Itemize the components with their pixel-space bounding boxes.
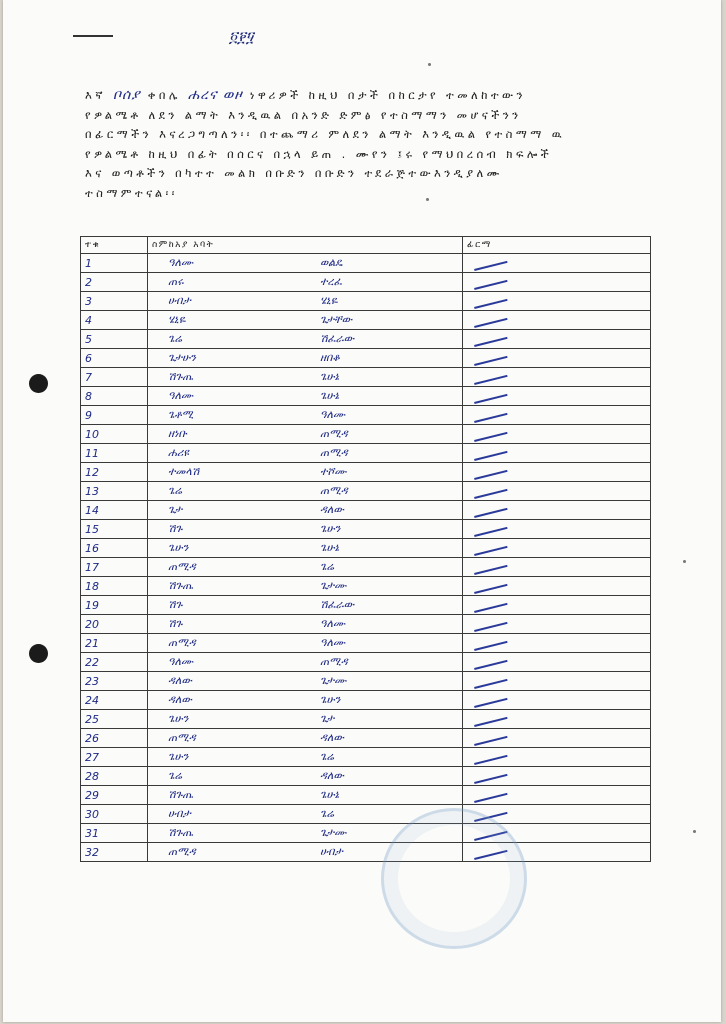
row-signature (463, 634, 651, 653)
signature-table (80, 236, 651, 862)
given-name: ጌሬ (168, 484, 182, 497)
row-number: 10 (81, 425, 148, 444)
row-signature (463, 767, 651, 786)
table-row (81, 672, 651, 691)
signature-scribble-icon (472, 691, 507, 708)
speck (428, 63, 431, 66)
row-number: 29 (81, 786, 148, 805)
row-full-name (148, 482, 463, 501)
signature-scribble-icon (472, 729, 507, 746)
row-full-name (148, 387, 463, 406)
corner-mark (73, 35, 113, 37)
row-full-name (148, 558, 463, 577)
table-row (81, 482, 651, 501)
row-full-name (148, 311, 463, 330)
row-full-name (148, 634, 463, 653)
row-number: 18 (81, 577, 148, 596)
row-signature (463, 729, 651, 748)
given-name: ሽጉ (168, 522, 183, 535)
row-number: 13 (81, 482, 148, 501)
paragraph-line-3: በፊርማችን እናረጋግጣለን፡፡ በተጨማሪ ምለደን ልማት እንዲዉል የተስማማ ዉ (85, 127, 566, 142)
father-name: ጌሬ (320, 750, 334, 763)
row-number: 3 (81, 292, 148, 311)
row-signature (463, 501, 651, 520)
consent-paragraph (85, 86, 655, 204)
punch-hole (29, 374, 48, 393)
given-name: ጠሩ (168, 275, 184, 288)
table-row (81, 520, 651, 539)
signature-scribble-icon (472, 558, 507, 575)
table-row (81, 387, 651, 406)
given-name: ጌቶሚ (168, 408, 194, 421)
row-number: 22 (81, 653, 148, 672)
row-signature (463, 368, 651, 387)
row-number: 4 (81, 311, 148, 330)
table-row (81, 292, 651, 311)
row-full-name (148, 292, 463, 311)
table-row (81, 634, 651, 653)
table-row (81, 539, 651, 558)
father-name: ጌታሙ (320, 579, 347, 592)
signature-scribble-icon (472, 463, 507, 480)
given-name: ጌሁን (168, 750, 189, 763)
signature-scribble-icon (472, 444, 507, 461)
row-signature (463, 539, 651, 558)
row-signature (463, 330, 651, 349)
row-number: 6 (81, 349, 148, 368)
row-full-name (148, 254, 463, 273)
row-signature (463, 406, 651, 425)
row-full-name (148, 672, 463, 691)
table-body (81, 254, 651, 862)
table-row (81, 710, 651, 729)
row-signature (463, 311, 651, 330)
row-number: 24 (81, 691, 148, 710)
paragraph-kebele-word: ቀበሌ (147, 88, 181, 102)
father-name: ዓለሙ (320, 408, 346, 421)
father-name: ጌሬ (320, 560, 334, 573)
row-signature (463, 254, 651, 273)
signature-scribble-icon (472, 520, 507, 537)
father-name: ዓለሙ (320, 617, 346, 630)
row-full-name (148, 767, 463, 786)
row-number: 12 (81, 463, 148, 482)
father-name: ሀብታ (320, 845, 343, 858)
signature-scribble-icon (472, 349, 507, 366)
given-name: ዓለሙ (168, 655, 194, 668)
table-row (81, 558, 651, 577)
father-name: ሄኒዬ (320, 294, 338, 307)
table-row (81, 273, 651, 292)
table-row (81, 349, 651, 368)
table-row (81, 691, 651, 710)
row-number: 28 (81, 767, 148, 786)
father-name: ጌሁኔ (320, 370, 340, 383)
signature-scribble-icon (472, 311, 507, 328)
row-full-name (148, 539, 463, 558)
row-signature (463, 292, 651, 311)
row-number: 30 (81, 805, 148, 824)
row-full-name (148, 501, 463, 520)
row-full-name (148, 349, 463, 368)
table-row (81, 824, 651, 843)
given-name: ሽጉ (168, 598, 183, 611)
header-number: ተቁ (81, 237, 148, 254)
paragraph-line-5: እና ወጣቶችን በካተተ መልክ በቡድን በቡድን ተደራጅተውእንዲያለሙ (85, 166, 503, 181)
signature-scribble-icon (472, 254, 507, 271)
row-full-name (148, 748, 463, 767)
father-name: ተረፈ (320, 275, 342, 288)
row-number: 9 (81, 406, 148, 425)
father-name: ዘበቆ (320, 351, 340, 364)
given-name: ሽጉጤ (168, 370, 194, 383)
signature-scribble-icon (472, 596, 507, 613)
row-number: 8 (81, 387, 148, 406)
given-name: ሀብታ (168, 294, 191, 307)
father-name: ጌታቸው (320, 313, 353, 326)
paragraph-prefix: እኛ (85, 88, 106, 102)
row-full-name (148, 406, 463, 425)
given-name: ጠሚዳ (168, 731, 196, 744)
father-name: ዳለው (320, 731, 344, 744)
row-number: 14 (81, 501, 148, 520)
given-name: ዓለሙ (168, 389, 194, 402)
given-name: ጌሬ (168, 769, 182, 782)
given-name: ዳለው (168, 693, 192, 706)
signature-scribble-icon (472, 577, 507, 594)
signature-scribble-icon (472, 539, 507, 556)
row-signature (463, 463, 651, 482)
row-signature (463, 273, 651, 292)
table-header-row (81, 237, 651, 254)
given-name: ሽጉ (168, 617, 183, 630)
row-full-name (148, 425, 463, 444)
table-row (81, 767, 651, 786)
row-number: 31 (81, 824, 148, 843)
table-row (81, 577, 651, 596)
row-full-name (148, 330, 463, 349)
row-full-name (148, 463, 463, 482)
given-name: ጌሁን (168, 541, 189, 554)
row-full-name (148, 273, 463, 292)
row-number: 17 (81, 558, 148, 577)
given-name: ሽጉጤ (168, 826, 194, 839)
father-name: ተሾሙ (320, 465, 347, 478)
row-full-name (148, 729, 463, 748)
father-name: ዳለው (320, 503, 344, 516)
signature-scribble-icon (472, 368, 507, 385)
father-name: ጌታሙ (320, 826, 347, 839)
row-signature (463, 786, 651, 805)
paragraph-line-1 (85, 86, 655, 106)
row-full-name (148, 615, 463, 634)
paragraph-line-4: የዎልሜቶ ከዚህ በፊት በሰርና በኋላ ይጠ . ሙየን ፤ሩ የማህበረሰብ ክፍሎች (85, 146, 553, 161)
row-signature (463, 653, 651, 672)
signature-scribble-icon (472, 330, 507, 347)
table-row (81, 501, 651, 520)
row-full-name (148, 444, 463, 463)
handwritten-kebele-name: ሐረና ወዞ (187, 87, 243, 103)
table-row (81, 615, 651, 634)
given-name: ጌሬ (168, 332, 182, 345)
header-name: ስምከአያ አባት (148, 237, 463, 254)
given-name: ጌሁን (168, 712, 189, 725)
page-number: ፬፻፶ (229, 28, 254, 46)
row-number: 20 (81, 615, 148, 634)
signature-scribble-icon (472, 406, 507, 423)
father-name: ዓለሙ (320, 636, 346, 649)
row-number: 5 (81, 330, 148, 349)
father-name: ጌታሙ (320, 674, 347, 687)
paragraph-line-6: ተስማምተናል፡፡ (85, 185, 178, 200)
signature-scribble-icon (472, 672, 507, 689)
table-row (81, 368, 651, 387)
signature-scribble-icon (472, 634, 507, 651)
signature-scribble-icon (472, 748, 507, 765)
given-name: ጌታሁን (168, 351, 196, 364)
given-name: ዓለሙ (168, 256, 194, 269)
table-row (81, 406, 651, 425)
row-signature (463, 710, 651, 729)
given-name: ዘነቡ (168, 427, 187, 440)
row-number: 21 (81, 634, 148, 653)
speck (683, 560, 686, 563)
faded-stamp (381, 808, 527, 949)
signature-scribble-icon (472, 501, 507, 518)
father-name: ጌሁኔ (320, 788, 340, 801)
punch-hole (29, 644, 48, 663)
table-row (81, 444, 651, 463)
signature-scribble-icon (472, 767, 507, 784)
table-row (81, 425, 651, 444)
paragraph-line-2: የዎልሜቶ ለደን ልማት እንዲዉል በአንድ ድምፅ የተስማማን መሆናችንን (85, 107, 522, 122)
row-signature (463, 596, 651, 615)
given-name: ጠሚዳ (168, 560, 196, 573)
given-name: ጠሚዳ (168, 845, 196, 858)
row-full-name (148, 368, 463, 387)
document-page (3, 0, 721, 1022)
row-signature (463, 444, 651, 463)
signature-scribble-icon (472, 425, 507, 442)
father-name: ጠሚዳ (320, 484, 348, 497)
row-number: 27 (81, 748, 148, 767)
row-number: 7 (81, 368, 148, 387)
row-full-name (148, 691, 463, 710)
signature-scribble-icon (472, 387, 507, 404)
table-row (81, 729, 651, 748)
given-name: ሄኒዬ (168, 313, 186, 326)
handwritten-village-name: ቦሰያ (113, 87, 141, 103)
row-number: 32 (81, 843, 148, 862)
row-signature (463, 387, 651, 406)
given-name: ሽጉጤ (168, 579, 194, 592)
row-full-name (148, 653, 463, 672)
row-signature (463, 425, 651, 444)
table-row (81, 748, 651, 767)
row-signature (463, 748, 651, 767)
father-name: ጌሬ (320, 807, 334, 820)
row-signature (463, 520, 651, 539)
row-full-name (148, 577, 463, 596)
row-full-name (148, 710, 463, 729)
given-name: ሽጉጤ (168, 788, 194, 801)
given-name: ጌታ (168, 503, 183, 516)
signature-scribble-icon (472, 786, 507, 803)
row-number: 11 (81, 444, 148, 463)
father-name: ወልዴ (320, 256, 343, 269)
signature-scribble-icon (472, 710, 507, 727)
signature-scribble-icon (472, 653, 507, 670)
row-number: 2 (81, 273, 148, 292)
row-signature (463, 482, 651, 501)
row-number: 25 (81, 710, 148, 729)
father-name: ጌሁን (320, 522, 341, 535)
table-row (81, 843, 651, 862)
row-signature (463, 349, 651, 368)
given-name: ጠሚዳ (168, 636, 196, 649)
table-row (81, 254, 651, 273)
row-number: 23 (81, 672, 148, 691)
speck (693, 830, 696, 833)
table-row (81, 653, 651, 672)
father-name: ጠሚዳ (320, 446, 348, 459)
row-number: 1 (81, 254, 148, 273)
father-name: ሽፈራው (320, 598, 355, 611)
table-row (81, 596, 651, 615)
row-signature (463, 577, 651, 596)
row-full-name (148, 786, 463, 805)
given-name: ተመላሽ (168, 465, 200, 478)
row-signature (463, 691, 651, 710)
row-signature (463, 672, 651, 691)
row-number: 16 (81, 539, 148, 558)
father-name: ዳለው (320, 769, 344, 782)
father-name: ጠሚዳ (320, 655, 348, 668)
row-signature (463, 558, 651, 577)
table-row (81, 805, 651, 824)
table-row (81, 330, 651, 349)
table-row (81, 311, 651, 330)
given-name: ዳለው (168, 674, 192, 687)
row-signature (463, 615, 651, 634)
row-number: 26 (81, 729, 148, 748)
table-row (81, 463, 651, 482)
row-full-name (148, 520, 463, 539)
given-name: ሀብታ (168, 807, 191, 820)
paragraph-line-text: ነዋሪዎች ከዚህ በታች በከርታየ ተመለከተውን (249, 88, 526, 102)
signature-scribble-icon (472, 615, 507, 632)
row-number: 19 (81, 596, 148, 615)
header-signature: ፊርማ (463, 237, 651, 254)
signature-scribble-icon (472, 292, 507, 309)
row-full-name (148, 596, 463, 615)
signature-scribble-icon (472, 482, 507, 499)
father-name: ጌሁን (320, 693, 341, 706)
signature-scribble-icon (472, 273, 507, 290)
father-name: ሽፈራው (320, 332, 355, 345)
father-name: ጠሚዳ (320, 427, 348, 440)
given-name: ሐሪዩ (168, 446, 189, 459)
father-name: ጌሁኔ (320, 541, 340, 554)
father-name: ጌሁኔ (320, 389, 340, 402)
row-number: 15 (81, 520, 148, 539)
table-row (81, 786, 651, 805)
father-name: ጌታ (320, 712, 335, 725)
